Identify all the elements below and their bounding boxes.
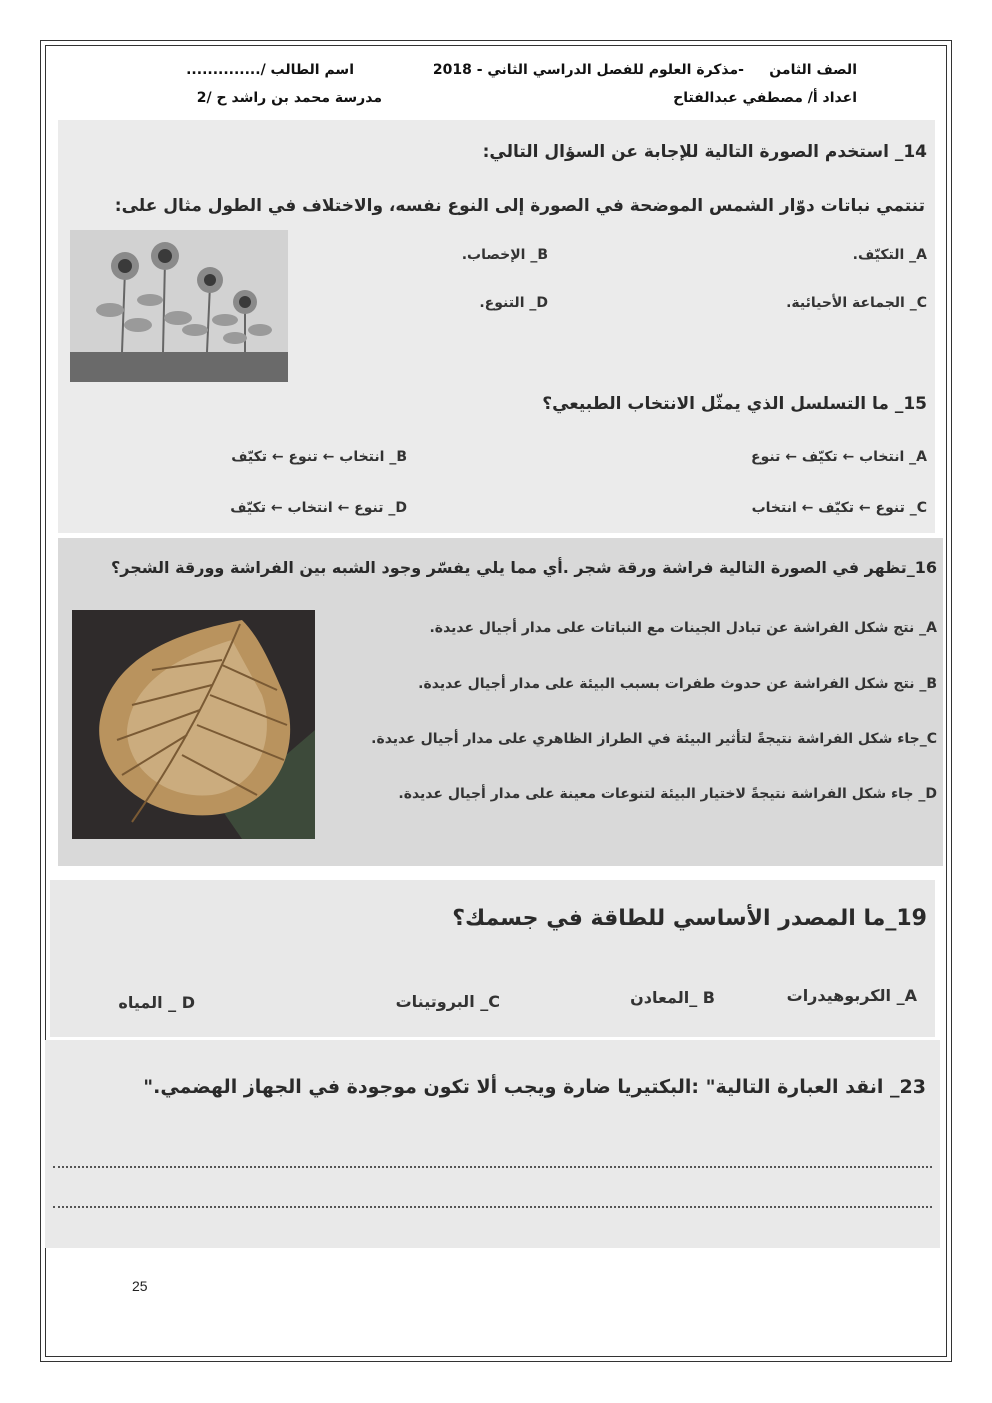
q15-option-a[interactable]: A_ انتخاب ← تكيّف ← تنوع [751,449,927,465]
question-panel-14-15 [58,120,935,533]
q16-option-d[interactable]: D_ جاء شكل الفراشة نتيجةً لاختيار البيئة لتنوعات معينة على مدار أجيال عديدة. [398,786,937,802]
q16-option-c[interactable]: C_جاء شكل الفراشة نتيجةً لتأثير البيئة في الطراز الظاهري على مدار أجيال عديدة. [371,731,937,747]
q14-option-a[interactable]: A_ التكيّف. [852,247,927,263]
q16-option-b[interactable]: B_ نتج شكل الفراشة عن حدوث طفرات بسبب البيئة على مدار أجيال عديدة. [418,676,937,692]
q14-stem: تنتمي نباتات دوّار الشمس الموضحة في الصورة إلى النوع نفسه، والاختلاف في الطول مثال على: [114,196,925,216]
question-panel-19 [50,880,935,1037]
question-panel-16 [58,538,943,866]
header-school: مدرسة محمد بن راشد ح /2 [196,90,382,106]
q19-option-c[interactable]: C_ البروتينات [395,992,500,1011]
q19-option-a[interactable]: A_ الكربوهيدرات [786,986,917,1005]
sunflowers-image [70,230,288,382]
question-panel-23 [45,1040,940,1248]
q15-option-d[interactable]: D_ تنوع ← انتخاب ← تكيّف [230,500,407,516]
q19-option-b[interactable]: B _المعادن [630,988,715,1007]
q14-option-d[interactable]: D_ التنوع. [479,295,548,311]
q15-option-c[interactable]: C_ تنوع ← تكيّف ← انتخاب [751,500,927,516]
q14-option-b[interactable]: B_ الإخصاب. [461,247,548,263]
page-number: 25 [132,1278,148,1294]
q19-prompt: 19_ما المصدر الأساسي للطاقة في جسمك؟ [452,906,927,931]
q16-option-a[interactable]: A_ نتج شكل الفراشة عن تبادل الجينات مع النباتات على مدار أجيال عديدة. [429,620,937,636]
q15-prompt: 15_ ما التسلسل الذي يمثّل الانتخاب الطبيعي؟ [542,394,927,414]
q15-option-b[interactable]: B_ انتخاب ← تنوع ← تكيّف [231,449,407,465]
header-grade: الصف الثامن [769,62,857,78]
header-title: -مذكرة العلوم للفصل الدراسي الثاني - 2018 [432,62,744,78]
q23-prompt: 23_ انقد العبارة التالية" :البكتيريا ضارة ويجب ألا تكون موجودة في الجهاز الهضمي." [143,1076,926,1098]
answer-line-1[interactable] [53,1166,932,1168]
answer-line-2[interactable] [53,1206,932,1208]
q14-prompt: 14_ استخدم الصورة التالية للإجابة عن السؤال التالي: [482,142,927,162]
leaf-butterfly-image [72,610,315,839]
q16-prompt: 16_تظهر في الصورة التالية فراشة ورقة شجر .أي مما يلي يفسّر وجود الشبه بين الفراشة وورقة الشجر؟ [110,558,937,577]
q19-option-d[interactable]: D _ المياه [118,993,195,1012]
header-prepared-by: اعداد أ/ مصطفي عبدالفتاح [673,90,857,106]
header-student-name: اسم الطالب /.............. [186,62,354,78]
q14-option-c[interactable]: C_ الجماعة الأحيائية. [786,295,927,311]
